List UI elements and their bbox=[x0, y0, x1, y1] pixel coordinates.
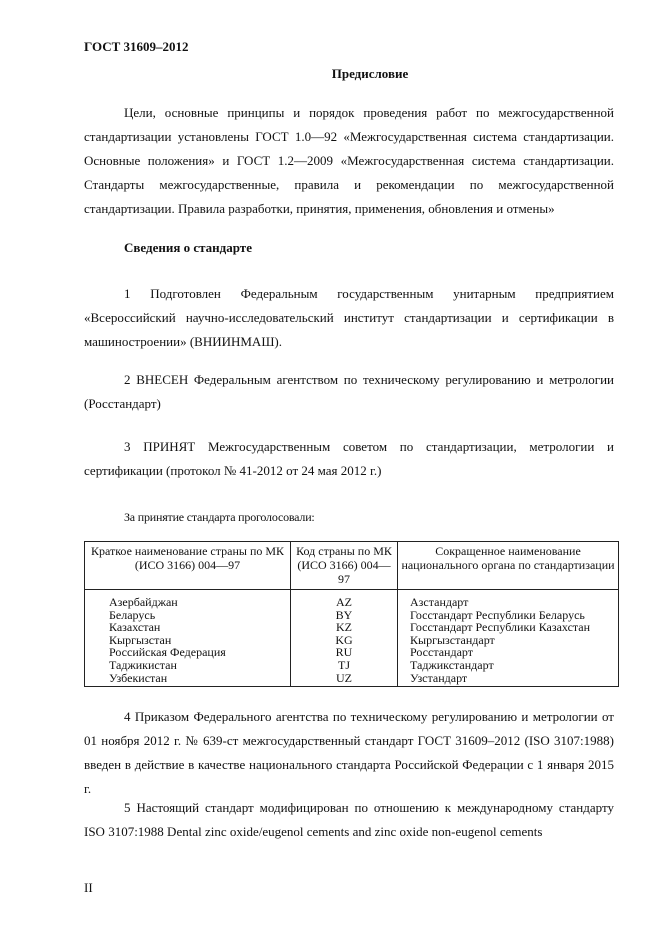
header-country-name: Краткое наименование страны по МК (ИСО 3166) 004—97 bbox=[85, 542, 291, 590]
item-2-paragraph bbox=[84, 368, 614, 416]
country-name-column bbox=[85, 590, 291, 687]
country-name: Таджикистан bbox=[109, 657, 177, 672]
country-code: RU bbox=[335, 645, 353, 660]
standards-body: Госстандарт Республики Казахстан bbox=[410, 620, 591, 635]
country-name: Беларусь bbox=[109, 607, 156, 622]
country-code: KG bbox=[335, 632, 353, 647]
document-code: ГОСТ 31609–2012 bbox=[84, 39, 189, 54]
page-title: Предисловие bbox=[331, 66, 409, 81]
standards-body: Кыргызстандарт bbox=[410, 632, 495, 647]
country-code: KZ bbox=[336, 620, 352, 635]
country-code-column bbox=[291, 590, 398, 687]
section-title: Сведения о стандарте bbox=[124, 240, 252, 255]
standards-body: Росстандарт bbox=[410, 645, 473, 660]
country-code: UZ bbox=[336, 670, 352, 685]
country-code: AZ bbox=[336, 595, 352, 609]
item-1-text: 1 Подготовлен Федеральным государственным унитарным предприятием «Всероссийский научно-исследовательский институт стандартизации и сертификации в машиностроении» (ВНИИНМАШ). bbox=[84, 286, 614, 349]
item-4-paragraph bbox=[84, 705, 614, 801]
standards-body: Таджикстандарт bbox=[410, 657, 494, 672]
item-3-paragraph bbox=[84, 435, 614, 483]
table-body-row bbox=[85, 590, 619, 687]
standards-body: Азстандарт bbox=[410, 595, 469, 609]
country-code: BY bbox=[335, 607, 353, 622]
country-code: TJ bbox=[338, 657, 350, 672]
country-name: Российская Федерация bbox=[109, 645, 226, 660]
table-header-row bbox=[85, 542, 619, 590]
standards-body: Узстандарт bbox=[410, 670, 468, 685]
vote-caption: За принятие стандарта проголосовали: bbox=[124, 510, 315, 524]
country-name: Узбекистан bbox=[109, 670, 168, 685]
standards-body: Госстандарт Республики Беларусь bbox=[410, 607, 585, 622]
country-name: Казахстан bbox=[109, 620, 161, 635]
item-2-text: 2 ВНЕСЕН Федеральным агентством по техническому регулированию и метрологии (Росстандарт) bbox=[84, 372, 614, 411]
item-1-paragraph bbox=[84, 282, 614, 354]
country-name: Кыргызстан bbox=[109, 632, 172, 647]
standards-body-column bbox=[398, 590, 619, 687]
intro-text: Цели, основные принципы и порядок проведения работ по межгосударственной стандартизации установлены ГОСТ 1.0—92 «Межгосударственная система стандартизации. Основные положения» и ГОСТ 1.2—2009 «Межгосударственная система стандартизации. Стандарты межгосударственные, правила и рекомендации по межгосударственной стандартизации. Правила разработки, принятия, применения, обновления и отмены» bbox=[84, 105, 614, 216]
intro-paragraph bbox=[84, 101, 614, 221]
item-5-paragraph bbox=[84, 796, 614, 844]
country-name: Азербайджан bbox=[109, 595, 178, 609]
voting-table bbox=[84, 541, 619, 687]
item-5-text: 5 Настоящий стандарт модифицирован по отношению к международному стандарту ISO 3107:1988 Dental zinc oxide/eugenol cements and zinc oxide non-eugenol cements bbox=[84, 800, 614, 839]
header-standards-body: Сокращенное наименование национального органа по стандартизации bbox=[398, 542, 619, 590]
item-4-text: 4 Приказом Федерального агентства по техническому регулированию и метрологии от 01 ноября 2012 г. № 639-ст межгосударственный стандарт ГОСТ 31609–2012 (ISO 3107:1988) введен в действие в качестве национального стандарта Российской Федерации с 1 января 2015 г. bbox=[84, 709, 614, 796]
page-number: II bbox=[84, 880, 93, 895]
header-country-code: Код страны по МК (ИСО 3166) 004—97 bbox=[291, 542, 398, 590]
item-3-text: 3 ПРИНЯТ Межгосударственным советом по стандартизации, метрологии и сертификации (протокол № 41-2012 от 24 мая 2012 г.) bbox=[84, 439, 614, 478]
